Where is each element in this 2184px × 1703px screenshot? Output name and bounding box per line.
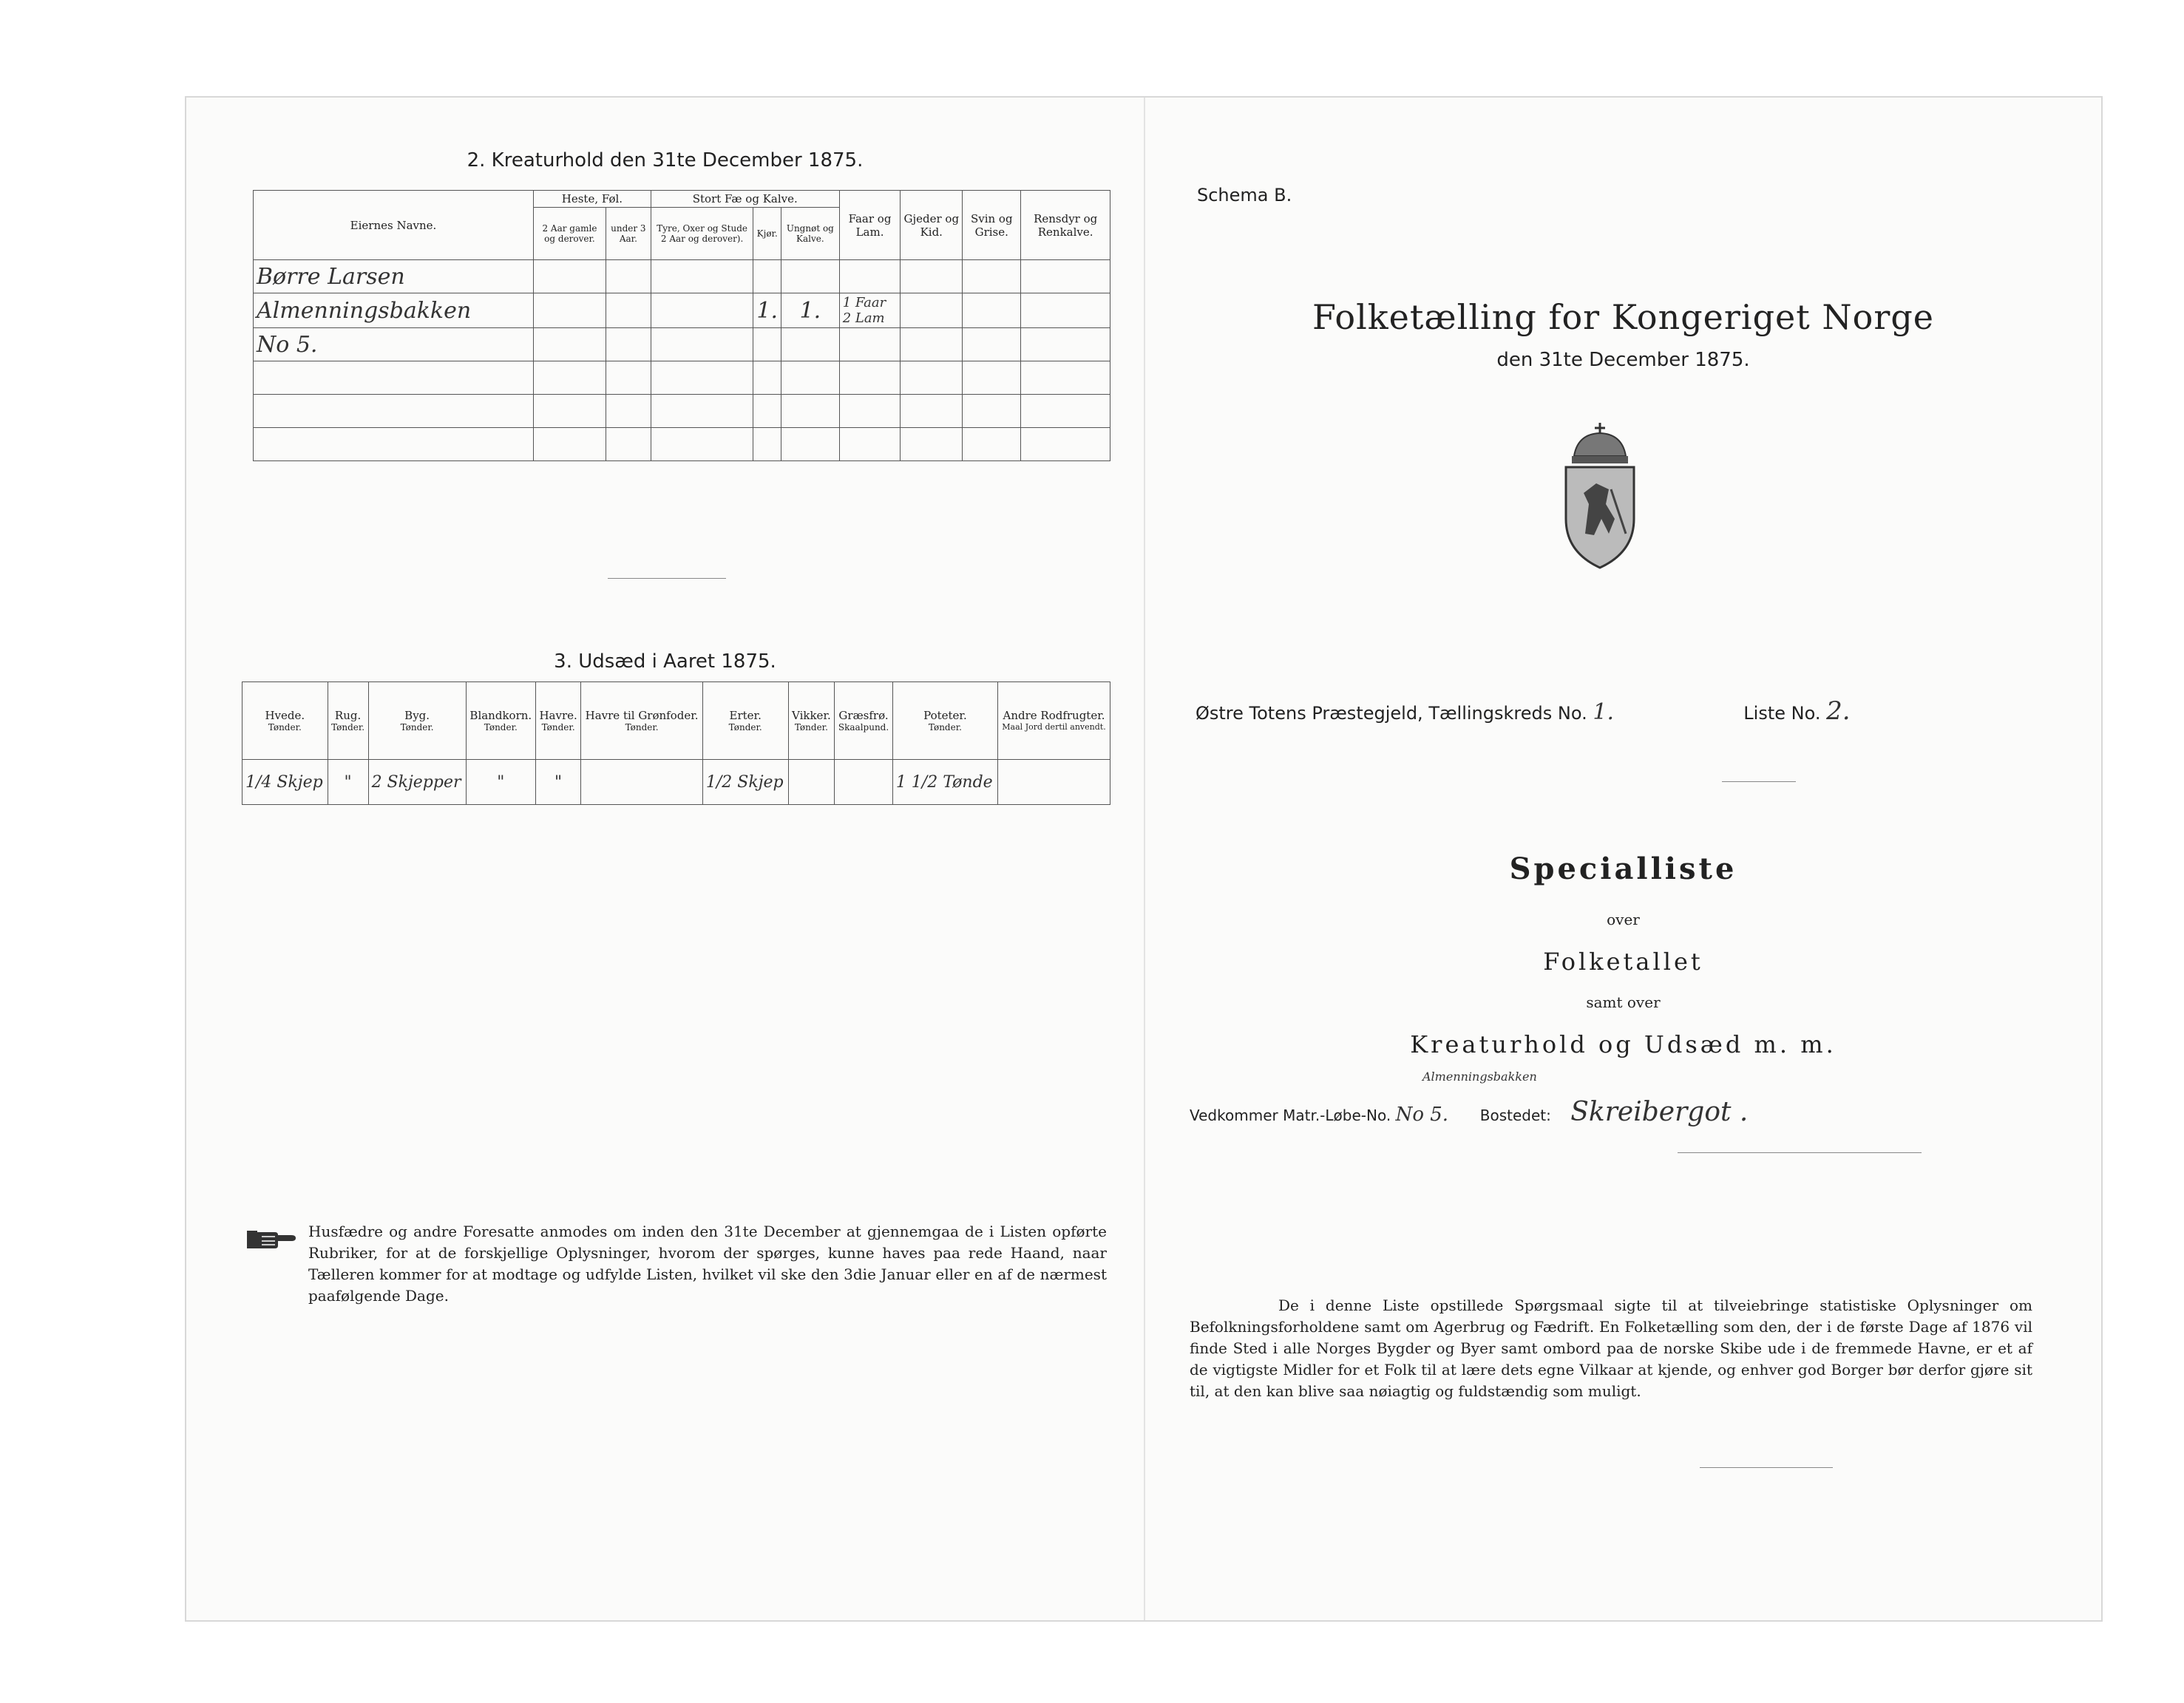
divider <box>1722 781 1796 782</box>
seed-header: Andre Rodfrugter. Maal Jord dertil anvendt. <box>998 682 1110 760</box>
livestock-subtitle: Kreaturhold og Udsæd m. m. <box>1410 1030 1837 1058</box>
special-list-title: Specialliste <box>1509 852 1737 886</box>
seed-header: Byg. Tønder. <box>368 682 466 760</box>
matr-label: Vedkommer Matr.-Løbe-No. <box>1190 1107 1391 1124</box>
parish-line <box>1196 696 1851 726</box>
seed-header: Havre. Tønder. <box>535 682 580 760</box>
over-label: over <box>1607 911 1640 928</box>
header-horses-old: 2 Aar gamle og derover. <box>534 208 606 260</box>
district-value: 1. <box>1593 699 1614 725</box>
divider <box>608 578 726 579</box>
place-value: Skreibergot . <box>1570 1097 1749 1127</box>
divider <box>1700 1467 1833 1468</box>
notice-text: Husfædre og andre Foresatte anmodes om inden den 31te December at gjennemgaa de i Listen opførte Rubriker, for at de forskjellige Oplysninger, hvorom der spørges, kunne haves paa rede Haand, naar Tælleren kommer for at modtage og udfylde Listen, hvilket vil ske den 3die Januar eller en af de nærmest paafølgende Dage. <box>308 1223 1107 1305</box>
seed-header: Poteter. Tønder. <box>892 682 997 760</box>
seed-header: Græsfrø. Skaalpund. <box>835 682 893 760</box>
table-row <box>254 293 1110 328</box>
livestock-table <box>253 190 1110 461</box>
pointing-hand-icon <box>245 1225 297 1254</box>
header-horses: Heste, Føl. <box>534 191 651 208</box>
seed-header: Vikker. Tønder. <box>788 682 835 760</box>
header-bulls: Tyre, Oxer og Stude 2 Aar og derover). <box>651 208 753 260</box>
section2-title: 2. Kreaturhold den 31te December 1875. <box>467 149 864 171</box>
seed-header: Havre til Grønfoder. Tønder. <box>581 682 703 760</box>
parish-name: Østre Totens Præstegjeld, <box>1196 703 1423 724</box>
owner-cell: Børre Larsen <box>254 260 534 293</box>
left-page <box>186 98 1145 1620</box>
table-row <box>254 395 1110 428</box>
schema-label: Schema B. <box>1197 185 1292 205</box>
main-title: Folketælling for Kongeriget Norge <box>1312 297 1934 337</box>
matr-line <box>1190 1097 1748 1127</box>
matr-value: No 5. <box>1395 1104 1449 1126</box>
header-pigs: Svin og Grise. <box>963 191 1021 260</box>
seed-header: Erter. Tønder. <box>702 682 788 760</box>
table-row <box>254 361 1110 395</box>
owner-cell: No 5. <box>254 328 534 361</box>
place-label: Bostedet: <box>1479 1107 1551 1124</box>
header-goats: Gjeder og Kid. <box>901 191 963 260</box>
list-value: 2. <box>1826 696 1851 726</box>
sheep-value: 1 Faar 2 Lam <box>839 293 901 328</box>
info-text: De i denne Liste opstillede Spørgsmaal sigte til at tilveiebringe statistiske Oplysninger om Befolkningsforholdene samt om Agerbrug og Fædrift. En Folketælling som den, der i de første Dage af 1876 vil finde Sted i alle Norges Bygder og Byer samt ombord paa de norske Skibe ude i de fremmede Havne, er et af de vigtigste Midler for et Folk til at lære dets egne Vilkaar at kjende, og enhver god Borger bør derfor gjøre sit til, at den kan blive saa nøiagtig og fuldstændig som muligt. <box>1190 1296 2032 1400</box>
header-sheep: Faar og Lam. <box>839 191 901 260</box>
table-row: 1/4 Skjep " 2 Skjepper " " 1/2 Skjep 1 1/2 Tønde <box>243 760 1110 805</box>
header-cattle: Stort Fæ og Kalve. <box>651 191 839 208</box>
header-calves: Ungnøt og Kalve. <box>781 208 840 260</box>
calves-value: 1. <box>781 293 840 328</box>
census-date: den 31te December 1875. <box>1496 349 1750 371</box>
population-title: Folketallet <box>1543 948 1703 976</box>
section3-title: 3. Udsæd i Aaret 1875. <box>554 650 776 673</box>
right-page <box>1145 98 2101 1620</box>
header-reindeer: Rensdyr og Renkalve. <box>1021 191 1110 260</box>
header-owner: Eiernes Navne. <box>254 191 534 260</box>
seed-header: Blandkorn. Tønder. <box>466 682 535 760</box>
samt-over-label: samt over <box>1586 993 1661 1011</box>
cows-value: 1. <box>753 293 781 328</box>
table-row <box>254 260 1110 293</box>
seed-header: Hvede. Tønder. <box>243 682 328 760</box>
seed-table <box>242 681 1110 805</box>
divider <box>1678 1152 1922 1153</box>
matr-value-top: Almenningsbakken <box>1422 1070 1537 1084</box>
list-label: Liste No. <box>1743 703 1821 724</box>
header-cows: Kjør. <box>753 208 781 260</box>
census-sheet <box>185 96 2103 1622</box>
district-label: Tællingskreds No. <box>1428 703 1587 724</box>
owner-cell: Almenningsbakken <box>254 293 534 328</box>
seed-header: Rug. Tønder. <box>328 682 368 760</box>
coat-of-arms-icon <box>1556 423 1644 571</box>
table-row <box>254 428 1110 461</box>
table-row <box>254 328 1110 361</box>
header-horses-young: under 3 Aar. <box>606 208 651 260</box>
